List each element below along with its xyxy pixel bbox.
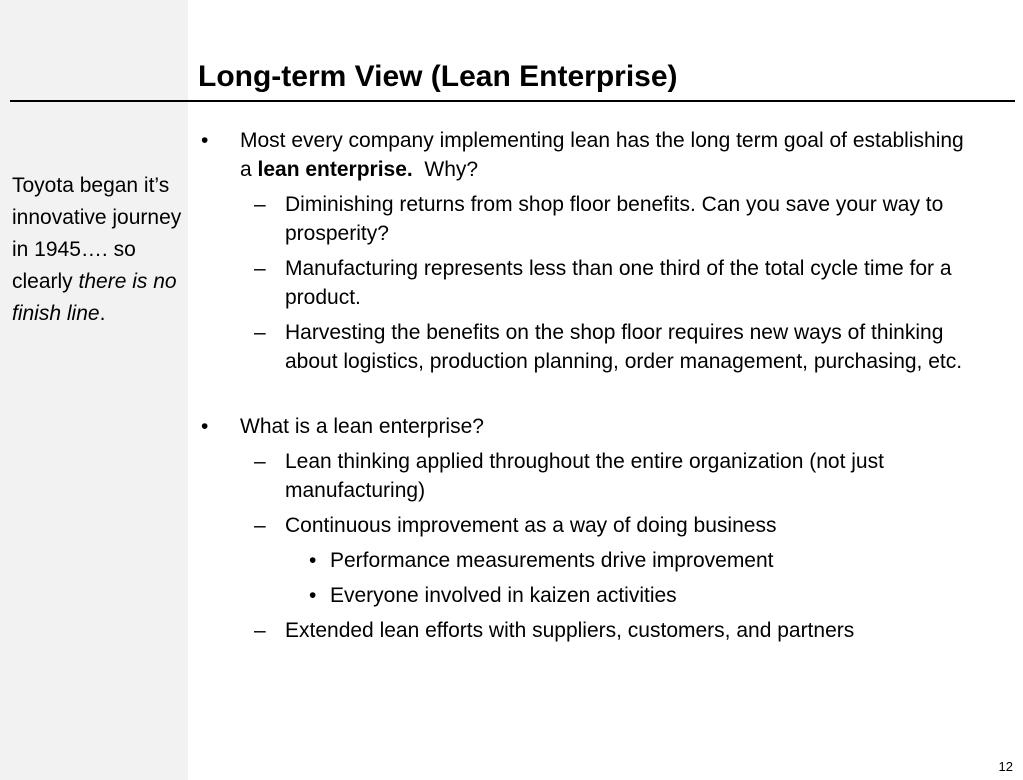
sub-bullet-item (198, 447, 973, 505)
sub-bullet-text: Harvesting the benefits on the shop floor requires new ways of thinking about logistics, production planning, order management, purchasing, etc. (285, 321, 963, 373)
dash-marker: – (254, 193, 266, 216)
page-number: 12 (998, 759, 1013, 774)
dash-marker: – (254, 257, 266, 280)
side-note (12, 170, 182, 330)
side-note-end: . (99, 302, 106, 325)
sub-bullet-text: Extended lean efforts with suppliers, customers, and partners (285, 619, 855, 642)
sub-sub-bullet-item (198, 546, 973, 575)
side-note-italic: there is no finish line (12, 270, 177, 325)
sub-bullet-item (198, 190, 973, 248)
bullet-marker: • (201, 129, 209, 152)
bullet-item (198, 412, 973, 441)
sub-sub-bullet-item (198, 581, 973, 610)
bullet-marker: • (201, 415, 209, 438)
sub-sub-bullet-text: Everyone involved in kaizen activities (330, 584, 677, 607)
title-divider (10, 100, 1015, 102)
bullet-text-end: Why? (412, 158, 479, 181)
bullet-text: What is a lean enterprise? (240, 415, 484, 438)
sidebar-panel (0, 0, 188, 780)
slide-title: Long-term View (Lean Enterprise) (198, 60, 678, 93)
sub-sub-bullet-text: Performance measurements drive improvement (330, 549, 774, 572)
dash-marker: – (254, 514, 266, 537)
bullet-text: Most every company implementing lean has the long term goal of establishing a (240, 129, 964, 181)
side-note-text: Toyota began it’s innovative journey in 1945…. so clearly (12, 174, 182, 293)
sub-bullet-text: Continuous improvement as a way of doing business (285, 514, 777, 537)
spacer (198, 382, 973, 412)
dash-marker: – (254, 321, 266, 344)
sub-bullet-item (198, 318, 973, 376)
bullet-bold-text: lean enterprise. (257, 158, 413, 181)
dash-marker: – (254, 450, 266, 473)
bullet-marker: • (309, 549, 317, 572)
sub-bullet-text: Manufacturing represents less than one third of the total cycle time for a product. (285, 257, 952, 309)
sub-bullet-item (198, 254, 973, 312)
sub-bullet-item (198, 616, 973, 645)
dash-marker: – (254, 619, 266, 642)
sub-bullet-text: Diminishing returns from shop floor benefits. Can you save your way to prosperity? (285, 193, 944, 245)
bullet-marker: • (309, 584, 317, 607)
sub-bullet-text: Lean thinking applied throughout the entire organization (not just manufacturing) (285, 450, 884, 502)
bullet-item (198, 126, 973, 184)
bullet-list (198, 126, 973, 651)
sub-bullet-item (198, 511, 973, 540)
